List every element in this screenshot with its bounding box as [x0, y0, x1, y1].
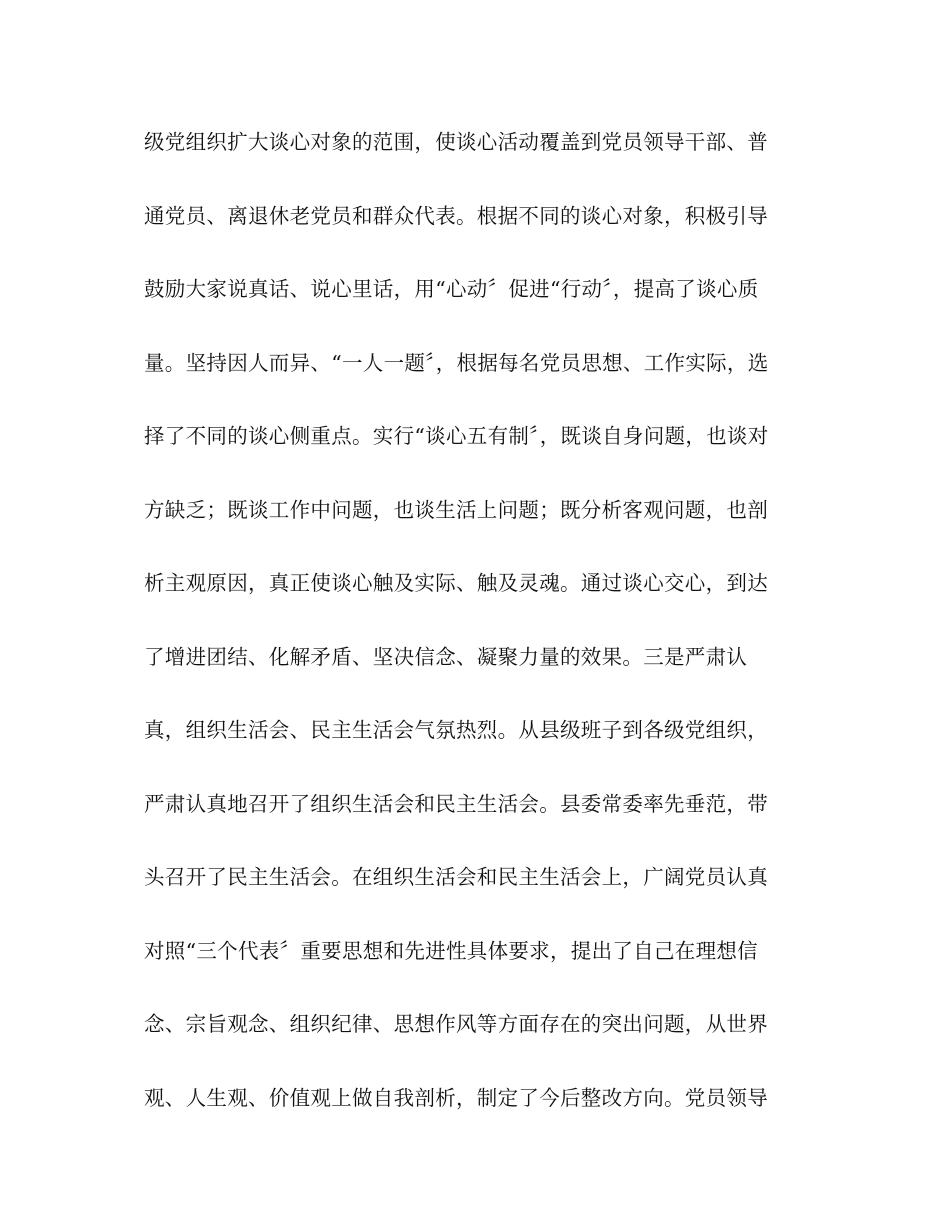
text-line: 观、人生观、价值观上做自我剖析，制定了今后整改方向。党员领导 — [144, 1085, 768, 1110]
text-line: 析主观原因，真正使谈心触及实际、触及灵魂。通过谈心交心，到达 — [144, 571, 768, 595]
text-line: 方缺乏；既谈工作中问题，也谈生活上问题；既分析客观问题，也剖 — [144, 497, 768, 522]
text-line: 了增进团结、化解矛盾、坚决信念、凝聚力量的效果。三是严肃认 — [144, 644, 748, 669]
text-line: 真，组织生活会、民主生活会气氛热烈。从县级班子到各级党组织， — [144, 718, 768, 742]
text-line: 头召开了民主生活会。在组织生活会和民主生活会上，广阔党员认真 — [144, 865, 768, 889]
text-line: 念、宗旨观念、组织纪律、思想作风等方面存在的突出问题，从世界 — [144, 1012, 768, 1036]
text-line: 量。坚持因人而异、“一人一题〞，根据每名党员思想、工作实际，选 — [144, 350, 769, 375]
text-line: 通党员、离退休老党员和群众代表。根据不同的谈心对象，积极引导 — [144, 203, 768, 228]
text-line: 对照“三个代表〞重要思想和先进性具体要求，提出了自己在理想信 — [144, 938, 758, 963]
text-line: 严肃认真地召开了组织生活会和民主生活会。县委常委率先垂范，带 — [144, 791, 768, 816]
body-paragraph — [144, 124, 824, 1153]
text-line: 级党组织扩大谈心对象的范围，使谈心活动覆盖到党员领导干部、普 — [144, 130, 768, 154]
text-line: 鼓励大家说真话、说心里话，用“心动〞促进“行动〞，提高了谈心质 — [144, 277, 759, 301]
text-line: 择了不同的谈心侧重点。实行“谈心五有制〞，既谈自身问题，也谈对 — [144, 424, 769, 448]
